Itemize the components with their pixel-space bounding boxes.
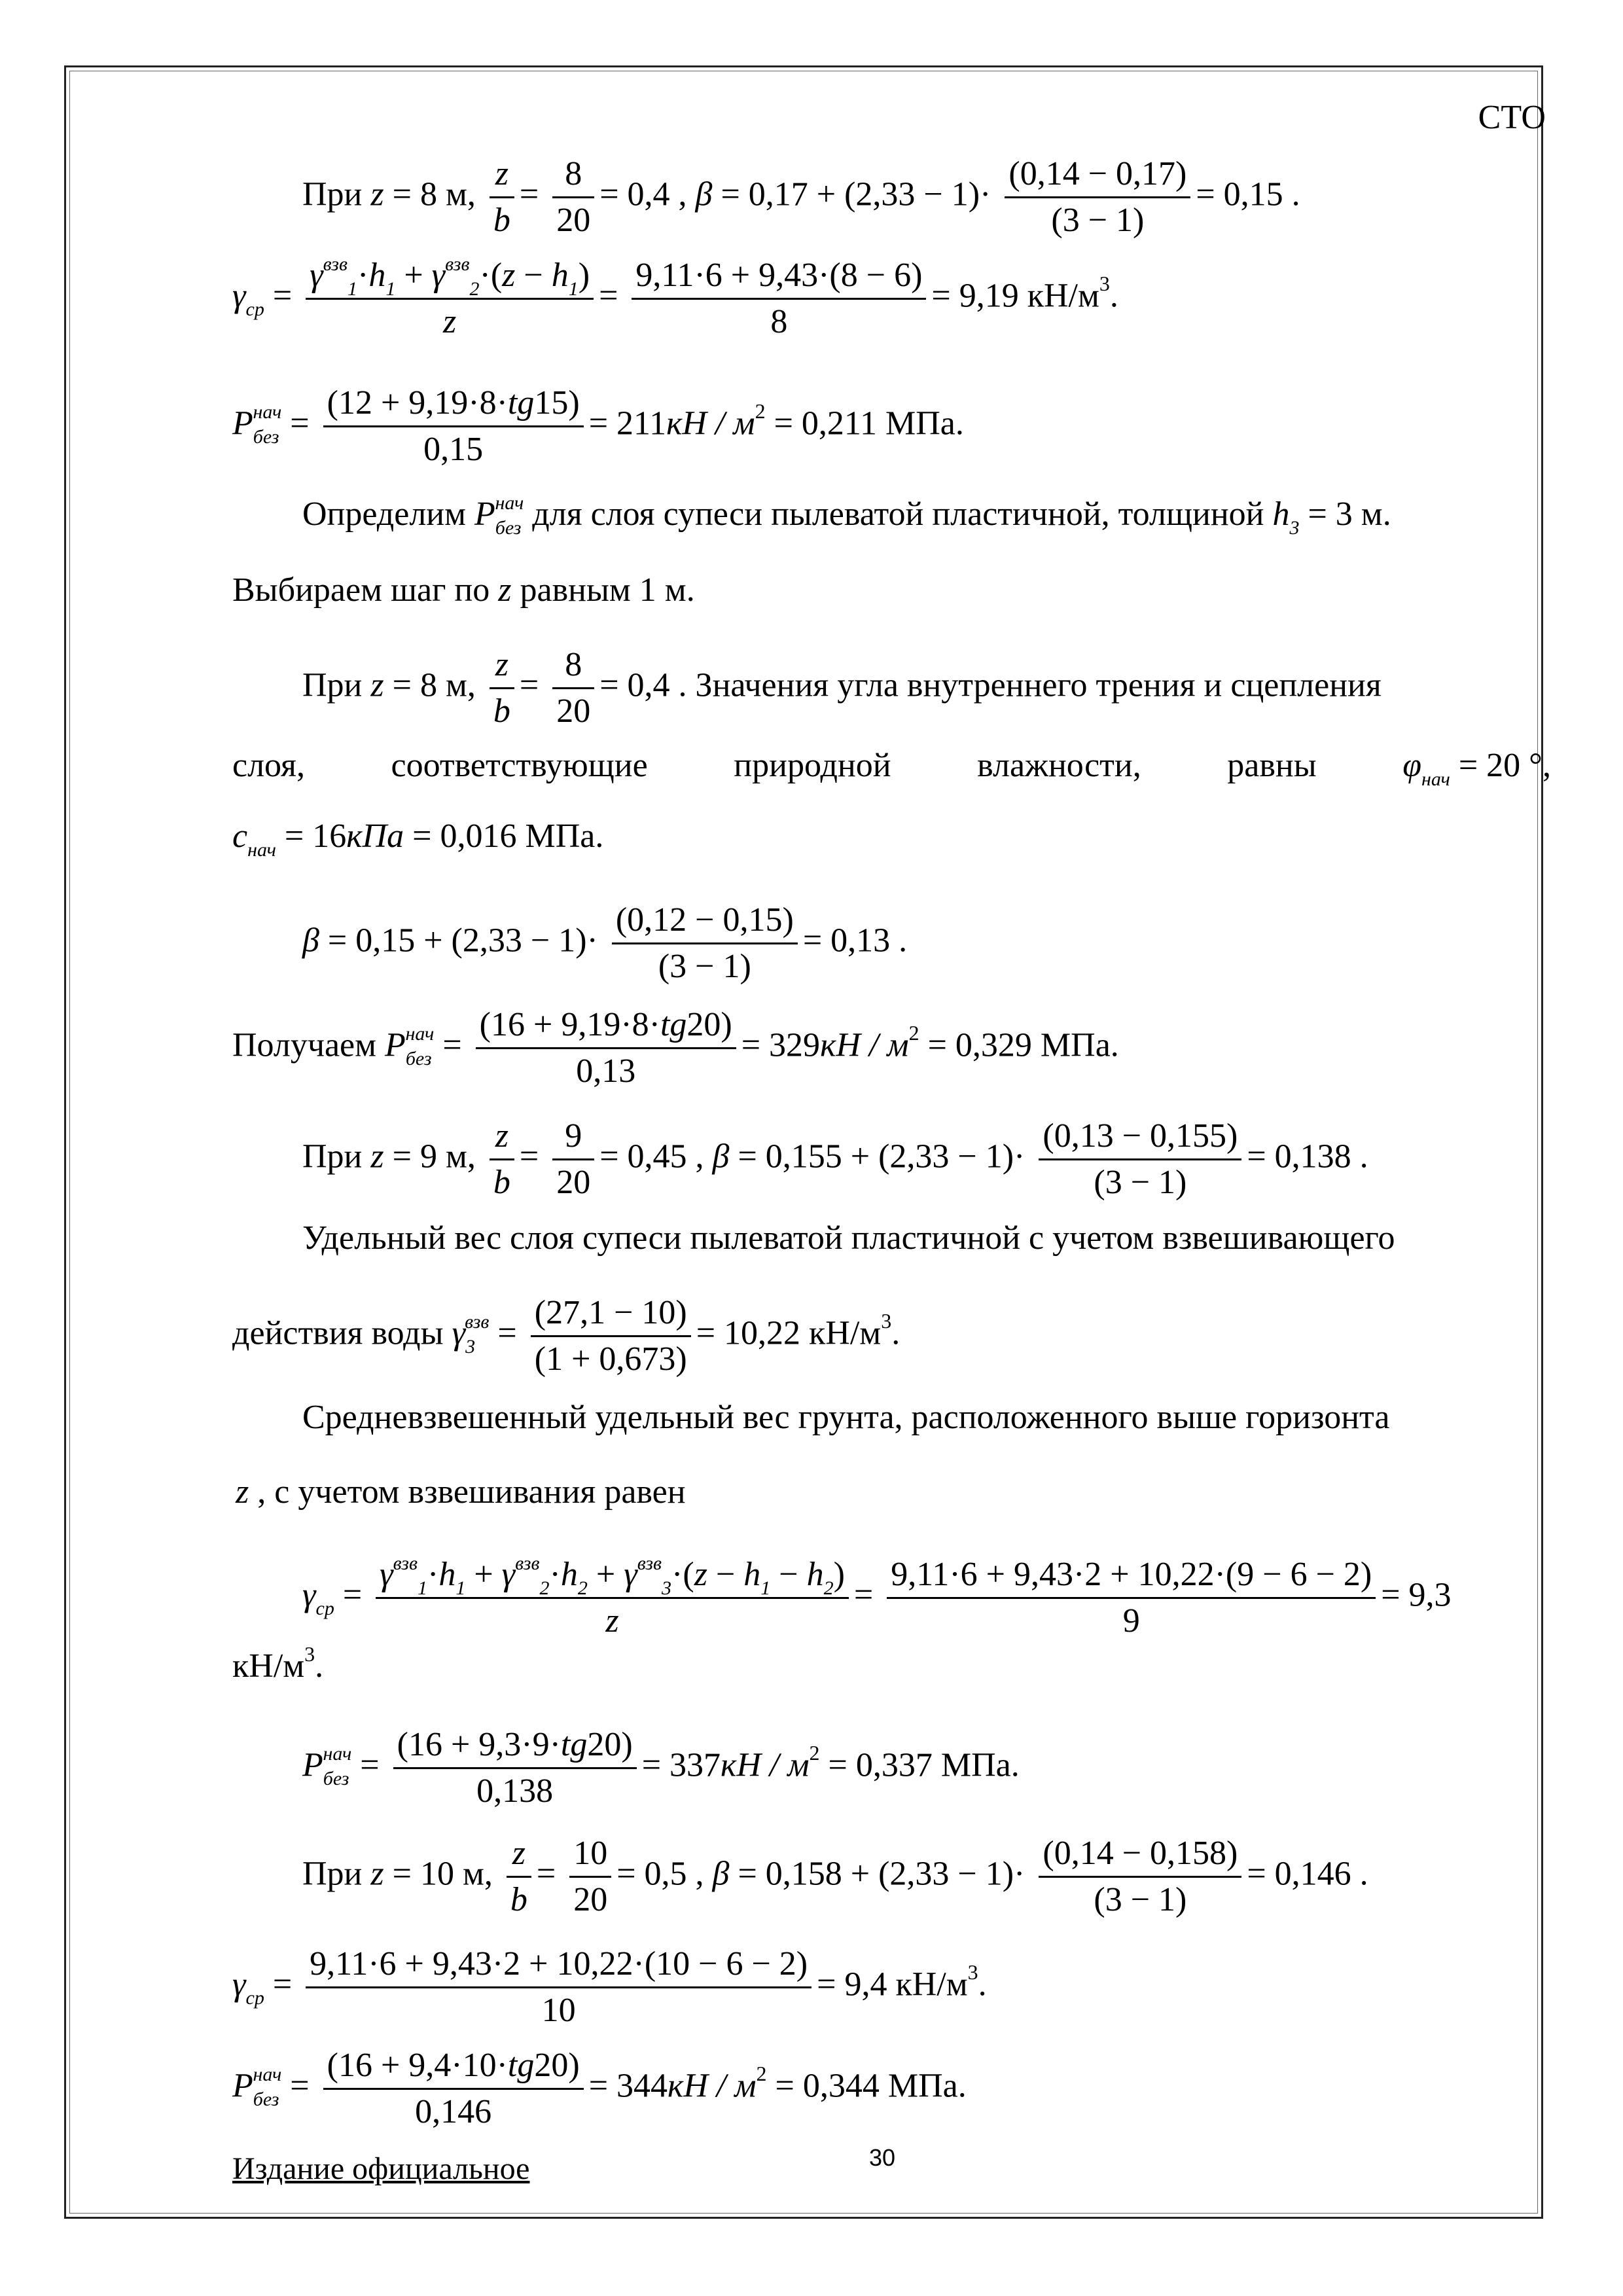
document-code: СТО bbox=[1478, 99, 1546, 136]
formula-line-14: $P_{без}^{нач}$ = $\frac{(16 + 9,3\cdot 9\cdot tg20)}{0,138}$ = $337кН / м^2 = 0,337$ МПа. bbox=[302, 1726, 1020, 1810]
formula-line-3: $P_{без}^{нач}$ = $\frac{(12 + 9,19\cdot 8\cdot tg15)}{0,15}$ = $211кН / м^2 = 0,211$ МПа. bbox=[232, 384, 964, 468]
formula-line-13: $\gamma_{ср}$ = $\frac{\gamma^{взв}_1\cdot h_1 + \gamma^{взв}_2\cdot h_2 + \gamma^{взв}_3\cdot(z - h_1 - h_2)}{z}$ = $\frac{9,11\cdot 6 + 9,43\cdot 2 + 10,22\cdot(9 - 6 - 2)}{9}$ = 9,3 bbox=[302, 1552, 1452, 1640]
text-line-4a: Определим $P_{без}^{нач}$ для слоя супеси пылеватой пластичной, толщиной $h_3 = 3$ м. bbox=[302, 492, 1391, 539]
text-line-12b: z , с учетом взвешивания равен bbox=[236, 1473, 686, 1511]
page-number: 30 bbox=[869, 2144, 896, 2171]
formula-line-11b: действия воды $\gamma_3^{взв}$ = $\frac{(27,1 - 10)}{(1 + 0,673)}$ = 10,22 $кН/м^3$. bbox=[232, 1294, 901, 1378]
formula-line-17: $P_{без}^{нач}$ = $\frac{(16 + 9,4\cdot 10\cdot tg20)}{0,146}$ = $344кН / м^2 = 0,344$ МПа. bbox=[232, 2047, 967, 2130]
formula-line-9: Получаем $P_{без}^{нач}$ = $\frac{(16 + 9,19\cdot 8\cdot tg20)}{0,13}$ = $329кН / м^2 = 0,329$ МПа. bbox=[232, 1006, 1119, 1090]
formula-line-16: $\gamma_{ср}$ = $\frac{9,11\cdot 6 + 9,43\cdot 2 + 10,22\cdot(10 - 6 - 2)}{10}$ = 9,4 $кН/м^3$. bbox=[232, 1945, 987, 2029]
formula-line-2: $\gamma_{ср}$ = $\frac{\gamma^{взв}_1\cdot h_1 + \gamma^{взв}_2\cdot(z - h_1)}{z}$ = $\frac{9,11\cdot 6 + 9,43\cdot(8 - 6)}{8}$ = 9,19 $кН/м^3$. bbox=[232, 253, 1118, 340]
formula-line-15: При z = 10 м, $\frac{z}{b}$ = $\frac{10}{20}$ = 0,5 , β = 0,158 + (2,33 − 1)· $\frac{(0,14 - 0,158)}{(3 - 1)}$ = 0,146 . bbox=[302, 1835, 1368, 1918]
formula-line-1: При z = 8 м, $\frac{z}{b}$ = $\frac{8}{20}$ = 0,4 , β = 0,17 + (2,33 − 1)· $\frac{(0,14 - 0,17)}{(3 - 1)}$ = 0,15 . bbox=[302, 155, 1300, 239]
text-line-6: слоя, соответствующие природной влажности, равны $\varphi_{нач} = 20$ °, bbox=[232, 747, 1551, 790]
formula-line-7: $c_{нач} = 16кПа = 0,016$ МПа. bbox=[232, 817, 604, 861]
edition-label: Издание официальное bbox=[232, 2151, 530, 2186]
text-line-12a: Средневзвешенный удельный вес грунта, расположенного выше горизонта bbox=[302, 1399, 1390, 1436]
text-line-11a: Удельный вес слоя супеси пылеватой пластичной с учетом взвешивающего bbox=[302, 1219, 1395, 1257]
text-line-13b: $кН/м^3$. bbox=[232, 1642, 324, 1685]
formula-line-10: При z = 9 м, $\frac{z}{b}$ = $\frac{9}{20}$ = 0,45 , β = 0,155 + (2,33 − 1)· $\frac{(0,13 - 0,155)}{(3 - 1)}$ = 0,138 . bbox=[302, 1117, 1368, 1201]
text-line-4b: Выбираем шаг по z равным 1 м. bbox=[232, 571, 695, 609]
formula-line-8: β = 0,15 + (2,33 − 1)· $\frac{(0,12 - 0,15)}{(3 - 1)}$ = 0,13 . bbox=[302, 901, 908, 985]
formula-line-5: При z = 8 м, $\frac{z}{b}$ = $\frac{8}{20}$ = 0,4 . Значения угла внутреннего трения и сцепления bbox=[302, 646, 1382, 730]
